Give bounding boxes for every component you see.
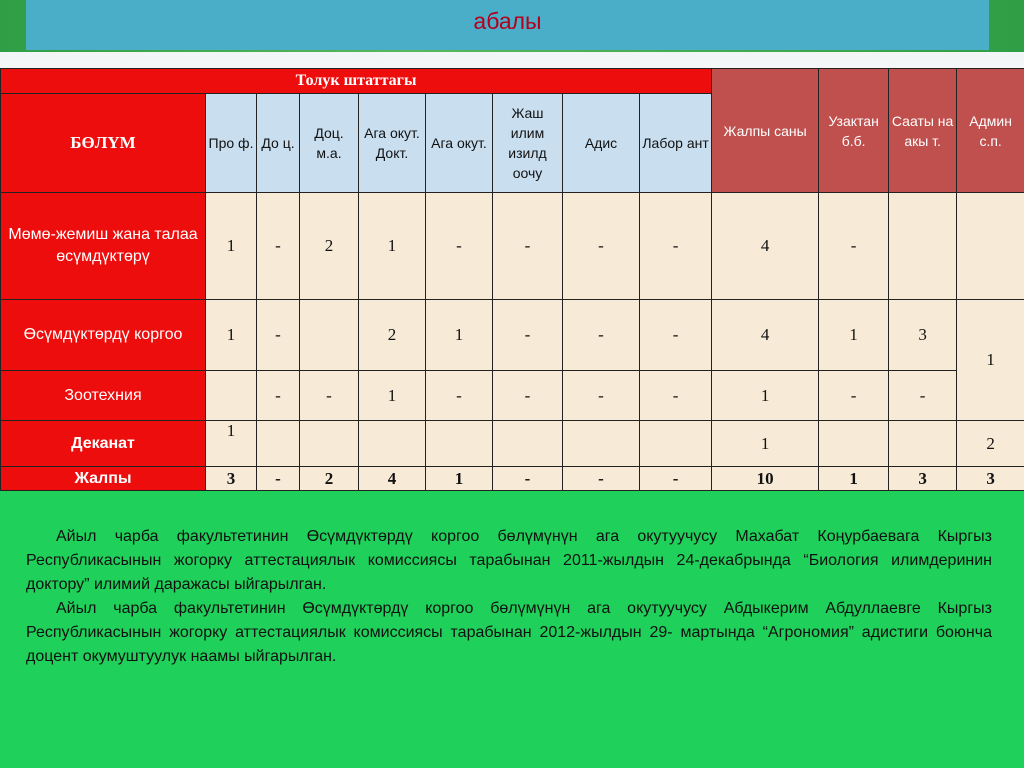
col-header-total: Жалпы саны: [712, 69, 819, 193]
dept-header: БӨЛҮМ: [1, 94, 206, 193]
table-cell: 3: [889, 300, 957, 371]
table-cell: -: [640, 371, 712, 421]
table-cell: 1: [426, 300, 493, 371]
table-cell: 1: [819, 300, 889, 371]
table-cell: [819, 421, 889, 467]
table-cell: -: [493, 193, 563, 300]
table-row: [1, 193, 1024, 300]
table-cell: -: [493, 371, 563, 421]
table-cell: [889, 421, 957, 467]
table-cell: -: [426, 193, 493, 300]
table-cell: 4: [712, 300, 819, 371]
table-cell: 1: [206, 421, 257, 467]
total-cell: 1: [819, 467, 889, 491]
table-cell: [359, 421, 426, 467]
table-cell: -: [563, 371, 640, 421]
table-cell: -: [819, 193, 889, 300]
table-cell: -: [426, 371, 493, 421]
col-header-specialist: Адис: [563, 94, 640, 193]
group-header: Толук штаттагы: [1, 69, 712, 94]
table-cell: 4: [712, 193, 819, 300]
table-cell: [206, 371, 257, 421]
row-label: Өсүмдүктөрдү коргоо: [1, 300, 206, 371]
total-cell: 3: [889, 467, 957, 491]
table-cell: [493, 421, 563, 467]
table-cell: [640, 421, 712, 467]
table-row: [1, 300, 1024, 371]
table-cell: [300, 300, 359, 371]
table-cell: -: [889, 371, 957, 421]
total-cell: 4: [359, 467, 426, 491]
row-label: Зоотехния: [1, 371, 206, 421]
col-header-admin: Админ с.п.: [957, 69, 1024, 193]
table-cell: 1: [712, 371, 819, 421]
table-cell: -: [640, 300, 712, 371]
slide-title: абалы: [473, 8, 542, 34]
total-cell: 3: [206, 467, 257, 491]
table-cell: -: [257, 371, 300, 421]
total-cell: -: [563, 467, 640, 491]
total-cell: -: [257, 467, 300, 491]
total-cell: 1: [426, 467, 493, 491]
col-header-senior-doctor: Ага окут. Докт.: [359, 94, 426, 193]
table-cell: -: [300, 371, 359, 421]
table-cell: 1: [206, 300, 257, 371]
table-cell: -: [257, 193, 300, 300]
table-cell: -: [819, 371, 889, 421]
col-header-junior-researcher: Жаш илим изилд оочу: [493, 94, 563, 193]
table-cell: 2: [957, 421, 1024, 467]
table-cell: 1: [359, 371, 426, 421]
table-cell: 1: [712, 421, 819, 467]
table-cell: [957, 193, 1024, 300]
title-box: [26, 0, 989, 50]
col-header-dots: До ц.: [257, 94, 300, 193]
total-cell: -: [640, 467, 712, 491]
col-header-prof: Про ф.: [206, 94, 257, 193]
table-row: [1, 371, 1024, 421]
table-cell: [300, 421, 359, 467]
row-label: Деканат: [1, 421, 206, 467]
table-cell: 1: [206, 193, 257, 300]
table-cell: 2: [359, 300, 426, 371]
table-row: [1, 421, 1024, 467]
col-header-hourly: Сааты на акы т.: [889, 69, 957, 193]
table-cell: -: [257, 300, 300, 371]
col-header-lab-assistant: Лабор ант: [640, 94, 712, 193]
total-cell: 10: [712, 467, 819, 491]
table-cell: 1: [359, 193, 426, 300]
total-cell: 2: [300, 467, 359, 491]
admin-merged-cell: 1: [957, 300, 1024, 421]
table-cell: -: [563, 193, 640, 300]
col-header-dots-ma: Доц. м.а.: [300, 94, 359, 193]
table-cell: [426, 421, 493, 467]
table-cell: [889, 193, 957, 300]
note-paragraph: Айыл чарба факультетинин Өсүмдүктөрдү коргоо бөлүмүнүн ага окутуучусу Абдыкерим Абдуллаевге Кыргыз Республикасынын жогорку аттестациялык комиссиясы тарабынан 2012-жылдын 29- мартында “Агрономия” адистиги боюнча доцент окумуштуулук наамы ыйгарылган.: [26, 600, 992, 665]
table-cell: 2: [300, 193, 359, 300]
total-cell: -: [493, 467, 563, 491]
note-paragraph: Айыл чарба факультетинин Өсүмдүктөрдү коргоо бөлүмүнүн ага окутуучусу Махабат Коңурбаевага Кыргыз Республикасынын жогорку аттестациялык комиссиясы тарабынан 2011-жылдын 24-декабрында “Биология илимдеринин доктору” илимий даражасы ыйгарылган.: [26, 528, 992, 593]
totals-label: Жалпы: [1, 467, 206, 491]
col-header-distance: Узактан б.б.: [819, 69, 889, 193]
row-label: Мөмө-жемиш жана талаа өсүмдүктөрү: [1, 193, 206, 300]
table-cell: -: [493, 300, 563, 371]
total-cell: 3: [957, 467, 1024, 491]
table-cell: -: [563, 300, 640, 371]
totals-row: [1, 467, 1024, 491]
table-cell: [257, 421, 300, 467]
table-cell: [563, 421, 640, 467]
award-note: [26, 525, 992, 669]
staff-table: [0, 68, 1024, 491]
table-cell: -: [640, 193, 712, 300]
col-header-senior-lecturer: Ага окут.: [426, 94, 493, 193]
